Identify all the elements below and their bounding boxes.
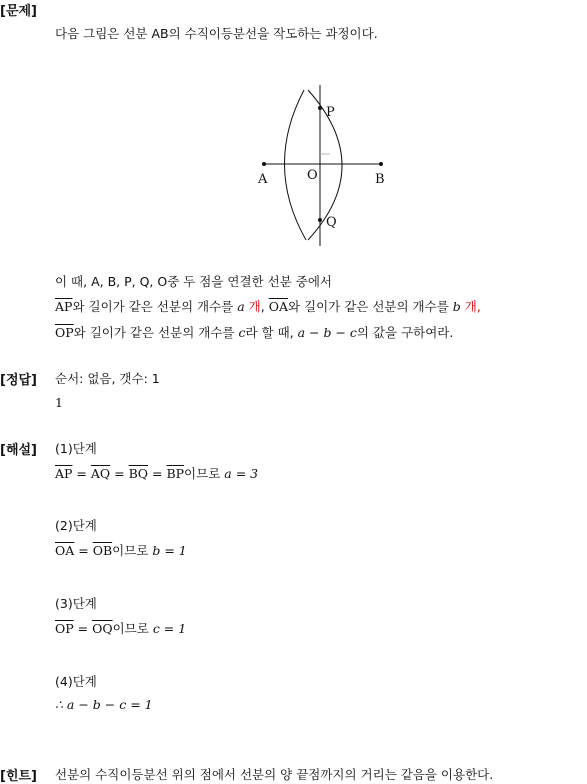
step-4-body: ∴ a − b − c = 1: [55, 697, 153, 712]
label-p: P: [326, 105, 335, 120]
answer-line-1: 순서: 없음, 갯수: 1: [55, 371, 160, 386]
solution-tag: [해설]: [0, 443, 37, 458]
problem-line-1: 다음 그림은 선분 AB의 수직이등분선을 작도하는 과정이다.: [55, 26, 378, 41]
answer-line-2: 1: [55, 395, 63, 410]
segment: $\overline{OQ}$: [92, 621, 113, 636]
text: 이므로: [112, 621, 149, 636]
text: 와 길이가 같은 선분의 개수를: [73, 325, 239, 340]
arc-from-b: [284, 90, 306, 240]
segment: $\overline{OA}$: [55, 543, 75, 558]
text: 와 길이가 같은 선분의 개수를: [72, 299, 238, 314]
step-3-title: (3)단계: [55, 596, 97, 611]
step-4-title: (4)단계: [55, 674, 97, 689]
point-a: [262, 162, 266, 166]
segment-ap: $\overline{AP}$: [55, 299, 73, 314]
text: 의 값을 구하여라.: [356, 325, 454, 340]
step-1-title: (1)단계: [55, 441, 97, 456]
segment: $\overline{BP}$: [166, 466, 185, 481]
step-2-body: $\overline{OA} = \overline{OB}$이므로 b = 1: [55, 543, 187, 558]
step-3-body: $\overline{OP} = \overline{OQ}$이므로 c = 1: [55, 621, 187, 636]
hint-text: 선분의 수직이등분선 위의 점에서 선분의 양 끝점까지의 거리는 같음을 이용한다.: [55, 767, 494, 782]
unit-b: 개,: [464, 299, 481, 314]
label-b: B: [375, 172, 385, 187]
hint-tag: [힌트]: [0, 769, 37, 784]
result: b = 1: [152, 543, 187, 558]
problem-line-3: [55, 297, 481, 315]
text: 와 길이가 같은 선분의 개수를: [287, 299, 453, 314]
point-p: [318, 106, 322, 110]
perpendicular-bisector-figure: [250, 80, 400, 250]
segment: $\overline{BQ}$: [128, 466, 149, 481]
segment: $\overline{AQ}$: [90, 466, 111, 481]
result: a = 3: [224, 466, 259, 481]
problem-line-2: 이 때, A, B, P, Q, O중 두 점을 연결한 선분 중에서: [55, 274, 332, 289]
label-q: Q: [326, 215, 337, 230]
text: 이므로: [112, 543, 149, 558]
segment: $\overline{OP}$: [55, 621, 74, 636]
point-b: [379, 162, 383, 166]
arc-from-a: [308, 90, 342, 240]
segment-oa: $\overline{OA}$: [268, 299, 288, 314]
problem-line-4: [55, 323, 453, 341]
var-a: a: [237, 299, 245, 314]
problem-tag: [문제]: [0, 4, 37, 19]
answer-tag: [정답]: [0, 373, 37, 388]
step-1-body: $\overline{AP} = \overline{AQ} = \overline{BQ} = \overline{BP}$이므로 a = 3: [55, 466, 259, 481]
var-c: c: [238, 325, 246, 340]
segment: $\overline{OB}$: [92, 543, 113, 558]
result: c = 1: [152, 621, 187, 636]
text: 이므로: [184, 466, 221, 481]
var-b: b: [452, 299, 461, 314]
segment-op: $\overline{OP}$: [55, 325, 74, 340]
step-2-title: (2)단계: [55, 518, 97, 533]
label-o: O: [307, 168, 318, 183]
unit-a: 개: [248, 299, 261, 314]
label-a: A: [258, 172, 268, 187]
text: ,: [260, 299, 269, 314]
segment: $\overline{AP}$: [55, 466, 73, 481]
point-q: [318, 218, 322, 222]
text: 라 할 때,: [245, 325, 298, 340]
expression: a − b − c: [297, 325, 357, 340]
